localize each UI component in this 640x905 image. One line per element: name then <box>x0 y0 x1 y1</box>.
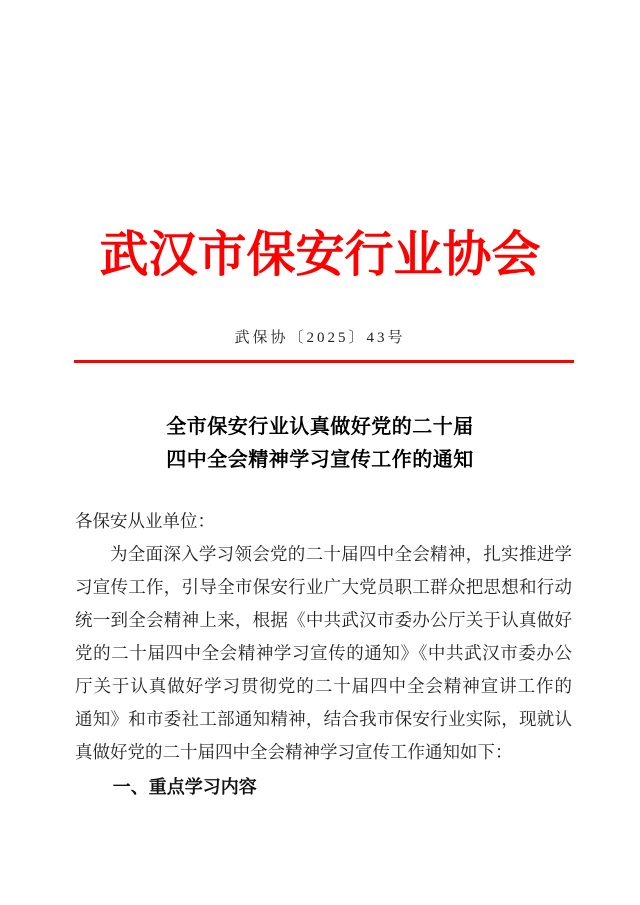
doc-number: 武保协〔2025〕43号 <box>234 330 406 346</box>
section-heading: 一、重点学习内容 <box>112 777 257 797</box>
notice-title <box>0 411 640 477</box>
paragraph-line: 厅关于认真做好学习贯彻党的二十届四中全会精神宣讲工作的 <box>75 676 572 696</box>
paragraph-line: 习宣传工作，引导全市保安行业广大党员职工群众把思想和行动 <box>75 577 572 597</box>
paragraph-line: 通知》和市委社工部通知精神，结合我市保安行业实际，现就认 <box>75 709 572 729</box>
notice-title-line-2: 四中全会精神学习宣传工作的通知 <box>166 449 474 471</box>
notice-body <box>75 505 572 804</box>
paragraph-line: 真做好党的二十届四中全会精神学习宣传工作通知如下： <box>75 742 513 762</box>
notice-title-line-1: 全市保安行业认真做好党的二十届 <box>166 416 474 438</box>
paragraph-line: 统一到全会精神上来，根据《中共武汉市委办公厅关于认真做好 <box>75 610 572 630</box>
paragraph-line: 党的二十届四中全会精神学习宣传的通知》《中共武汉市委办公 <box>75 643 572 663</box>
salutation: 各保安从业单位： <box>75 511 215 531</box>
red-divider-line <box>74 360 574 363</box>
paragraph-line: 为全面深入学习领会党的二十届四中全会精神，扎实推进学 <box>110 544 572 564</box>
org-title: 武汉市保安行业协会 <box>99 227 541 282</box>
